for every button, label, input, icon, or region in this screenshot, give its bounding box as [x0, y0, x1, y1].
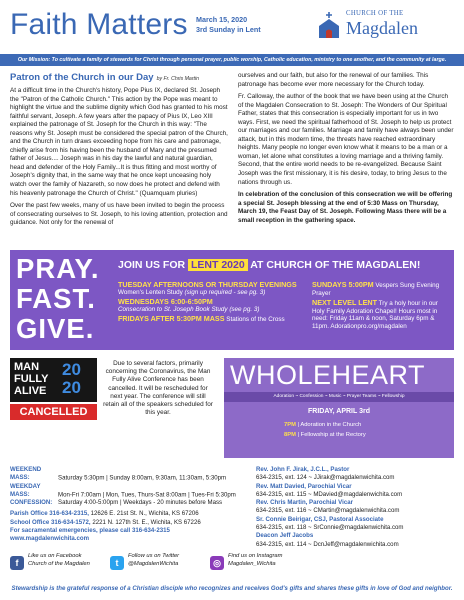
- weekend-mass-times: Saturday 5:30pm | Sunday 8:00am, 9:30am, 11:30am, 5:30pm: [58, 474, 227, 482]
- instagram-link[interactable]: [210, 553, 306, 579]
- lent-event-time: WEDNESDAYS 6:00-6:50PM: [118, 297, 213, 307]
- staff-contact[interactable]: 634-2315, ext. 115 ~ MDavied@magdalenwichita.com: [256, 490, 403, 498]
- confession-times: Saturday 4:00-5:00pm | Weekdays - 20 minutes before Mass: [58, 499, 223, 507]
- facebook-text: [28, 553, 90, 568]
- lent-event: [312, 299, 452, 330]
- lent-event: [118, 298, 310, 313]
- confession-label: CONFESSION:: [10, 499, 53, 507]
- lent-event-title: Women's Lenten Study: [118, 288, 183, 296]
- lent-join-post: AT CHURCH OF THE MAGDALEN!: [250, 259, 421, 271]
- weekend-mass-row: [10, 466, 250, 483]
- twitter-line1: Follow us on Twitter: [128, 553, 180, 559]
- staff-entry: [256, 532, 456, 549]
- school-office-row: [10, 519, 250, 527]
- website-link[interactable]: www.magdalenwichita.com: [10, 535, 90, 543]
- lent-event-note: (see pg. 3): [229, 305, 260, 313]
- staff-name: Rev. Matt Davied, Parochial Vicar: [256, 482, 352, 490]
- lent-event-title: Consecration to St. Joseph Book Study: [118, 305, 228, 313]
- staff-entry: [256, 466, 456, 483]
- lent-event-note: (sign up required - see pg. 3): [184, 288, 266, 296]
- wholeheart-banner: [224, 358, 454, 458]
- weekend-mass-label: WEEKEND MASS:: [10, 466, 42, 482]
- article-right-column: [238, 72, 454, 229]
- lent-event-time: FRIDAYS AFTER 5:30PM MASS: [118, 314, 225, 324]
- logo-subtitle: CHURCH OF THE: [346, 10, 404, 17]
- twitter-line2: @MagdalenWichita: [128, 560, 179, 567]
- church-logo-icon: [316, 10, 342, 40]
- instagram-line2: Magdalen_Wichita: [228, 560, 276, 567]
- fast-word: FAST.: [16, 283, 96, 314]
- lent-event-time: SUNDAYS 5:00PM: [312, 280, 374, 289]
- staff-entry: [256, 483, 456, 500]
- wholeheart-time: 8PM: [284, 432, 296, 438]
- lent-join-pre: JOIN US FOR: [118, 259, 186, 271]
- wholeheart-title: WHOLEHEART: [230, 360, 426, 390]
- mfa-year-bottom: 20: [62, 378, 81, 397]
- wholeheart-activity: Adoration in the Church: [300, 422, 362, 428]
- lent-year-badge: LENT 2020: [188, 259, 248, 271]
- staff-contact[interactable]: 634-2315, ext. 118 ~ SrConnie@magdalenwichita.com: [256, 524, 404, 532]
- staff-contact[interactable]: 634-2315, ext. 116 ~ CMartin@magdalenwichita.com: [256, 507, 400, 515]
- facebook-link[interactable]: [10, 553, 106, 579]
- staff-name: Sr. Connie Beirigar, CSJ, Pastoral Associate: [256, 515, 384, 523]
- parish-office-label: Parish Office 316-634-2315,: [10, 510, 89, 518]
- weekday-mass-times: Mon-Fri 7:00am | Mon, Tues, Thurs-Sat 8:00am | Tues-Fri 5:30pm: [58, 490, 236, 498]
- staff-contact[interactable]: 634-2315, ext. 114 ~ DcnJeff@magdalenwichita.com: [256, 540, 399, 548]
- social-links: [10, 553, 310, 579]
- article-paragraph: Over the past few weeks, many of us have been invited to begin the process of consecrating ourselves to St. Joseph, to his loving attention, protection and guidance. Not only for the renewal of: [10, 202, 228, 227]
- wholeheart-line: 7PM | Adoration in the Church: [284, 422, 362, 428]
- man-fully-alive-words: [14, 361, 48, 397]
- article-paragraph-bold: [238, 191, 454, 225]
- article-title: [10, 72, 199, 83]
- logo-name: Magdalen: [346, 18, 418, 38]
- lent-events-right: [312, 281, 452, 333]
- man-fully-alive-logo: [10, 358, 97, 402]
- article-paragraph: ourselves and our faith, but also for the renewal of our families. This patronage has become ever more necessary for the Church today.: [238, 72, 429, 88]
- lent-event: [312, 281, 452, 297]
- lent-heading: [118, 259, 420, 271]
- issue-occasion: 3rd Sunday in Lent: [196, 25, 261, 34]
- twitter-text: [128, 553, 179, 568]
- wholeheart-activity: Fellowship at the Rectory: [300, 432, 366, 438]
- lent-event: [118, 281, 310, 296]
- instagram-text: [228, 553, 282, 568]
- cancelled-badge: CANCELLED: [10, 404, 97, 420]
- lent-event-time: TUESDAY AFTERNOONS OR THURSDAY EVENINGS: [118, 280, 297, 289]
- instagram-icon: ◎: [210, 556, 224, 570]
- mfa-year-top: 20: [62, 360, 81, 379]
- weekday-mass-row: [10, 483, 250, 500]
- article-paragraph: Fr. Calloway, the author of the book that we have been using at the Church of the Magdalen Consecration to St. Joseph: The Wonders of Our Spiritual Father, states that this consecration is especially important for us in two ways. First, we need the spiritual fatherhood of St. Joseph to help us protect our marriages and our families. Marriage and family have always been under attack, but in this modern time, the threats have reached extraordinary heights. Many people no longer even know what it means to be a man or a woman, let alone what constitutes a loving marriage and a thriving family. Second, that the entire world needs to be re-evangelized. Because Saint Joseph was the first missionary, it is his desire, today, to bring Jesus to the nations through us.: [238, 93, 454, 186]
- lent-event-title: Stations of the Cross: [226, 316, 285, 324]
- twitter-icon: t: [110, 556, 124, 570]
- mass-schedule: [10, 466, 250, 544]
- church-logo: [316, 8, 458, 46]
- article-title-text: Patron of the Church in our Day: [10, 72, 154, 83]
- article-paragraph: At a difficult time in the Church's history, Pope Pius IX, declared St. Joseph the "Patron of the Catholic Church." This action by the Pope was meant to highlight the virtue and the sublime dignity which God has granted to his most faithful servant, Joseph. A few years after the papacy of Pius IX, Leo XIII explained the patronage of St. Joseph for the Church in this way: "The reasons why St. Joseph must be considered the special patron of the Church, and the Church in turn draws exceeding hope from his care and patronage, chiefly arise from his having been the husband of Mary and the presumed father of Jesus.... Joseph was in his day the lawful and natural guardian, head and defender of the Holy Family...It is thus fitting and most worthy of Joseph's dignity that, in the same way that he once kept unceasing holy watch over the family of Nazareth, so now does he protect and defend with his heavenly patronage the Church of Christ." (Quamquam pluries): [10, 87, 228, 197]
- twitter-link[interactable]: [110, 553, 206, 579]
- staff-entry: [256, 516, 456, 533]
- wholeheart-line: 8PM | Fellowship at the Rectory: [284, 432, 366, 438]
- wholeheart-activities: Adoration ~ Confession ~ Music ~ Prayer Teams ~ Fellowship: [224, 392, 454, 402]
- parish-office-row: [10, 510, 250, 518]
- masthead: [0, 0, 464, 52]
- man-fully-alive-graphic: [10, 358, 97, 424]
- staff-contact[interactable]: 634-2315, ext. 124 ~ JJirak@magdalenwichita.com: [256, 474, 395, 482]
- pray-word: PRAY.: [16, 253, 100, 284]
- lent-event: [118, 315, 310, 324]
- lent-event-title: Try a holy hour in our Holy Family Adoration Chapel! Hours most in need: Friday 11am & noon, Saturday 6pm & 11pm. Adorationpro.org/magdalen: [312, 300, 438, 330]
- wholeheart-time: 7PM: [284, 422, 296, 428]
- give-word: GIVE.: [16, 313, 95, 344]
- article-left-column: [10, 87, 228, 232]
- parish-office-address: 12626 E. 21st St. N., Wichita, KS 67206: [90, 510, 199, 518]
- instagram-line1: Find us on Instagram: [228, 553, 283, 559]
- confession-row: [10, 499, 250, 507]
- wholeheart-date: FRIDAY, APRIL 3rd: [308, 408, 370, 415]
- conference-cancellation-notice: Due to several factors, primarily concerning the Coronavirus, the Man Fully Alive Conference has been cancelled. It will be rescheduled for next year. The conference will still retain all of the speakers scheduled for this year.: [103, 360, 213, 417]
- school-office-label: School Office 316-634-1572,: [10, 518, 91, 526]
- emergency-line: For sacramental emergencies, please call 316-634-2315: [10, 527, 170, 535]
- article: [10, 72, 454, 250]
- facebook-icon: f: [10, 556, 24, 570]
- school-office-address: 2221 N. 127th St. E., Wichita, KS 67226: [92, 518, 201, 526]
- issue-date-block: [196, 15, 261, 35]
- mfa-word-man: MAN: [14, 361, 40, 373]
- weekday-mass-label: WEEKDAY MASS:: [10, 482, 41, 498]
- staff-directory: [256, 466, 456, 549]
- issue-date: March 15, 2020: [196, 15, 248, 24]
- lent-events-left: [118, 281, 310, 326]
- staff-name: Deacon Jeff Jacobs: [256, 532, 314, 540]
- blessing-announcement: In celebration of the conclusion of this consecration we will be offering a special St. Joseph blessing at the end of 5:30 Mass on Thursday, March 19, the Feast Day of St. Joseph. Following Mass there will be a small reception in the gathering space.: [238, 191, 453, 224]
- staff-name: Rev. John F. Jirak, J.C.L., Pastor: [256, 466, 350, 473]
- mfa-word-fully: FULLY: [14, 373, 49, 385]
- newsletter-title: Faith Matters: [10, 8, 188, 41]
- stewardship-footer: Stewardship is the grateful response of a Christian disciple who recognizes and receives God's gifts and shares these gifts in love of God and neighbor.: [11, 585, 453, 592]
- lent-banner: [10, 250, 454, 350]
- mfa-word-alive: ALIVE: [14, 385, 47, 397]
- article-byline: by Fr. Chris Martin: [156, 76, 200, 82]
- pray-fast-give: [16, 254, 99, 344]
- staff-name: Rev. Chris Martin, Parochial Vicar: [256, 499, 353, 507]
- staff-entry: [256, 499, 456, 516]
- facebook-line1: Like us on Facebook: [28, 553, 82, 559]
- facebook-line2: Church of the Magdalen: [28, 560, 90, 567]
- mission-banner: Our Mission: To cultivate a family of stewards for Christ through personal prayer, public worship, Catholic education, ministry to one another, and the community at large.: [0, 54, 464, 66]
- lent-event-title: Vespers Sung Evening Prayer: [312, 282, 440, 297]
- lent-event-time: NEXT LEVEL LENT: [312, 298, 377, 308]
